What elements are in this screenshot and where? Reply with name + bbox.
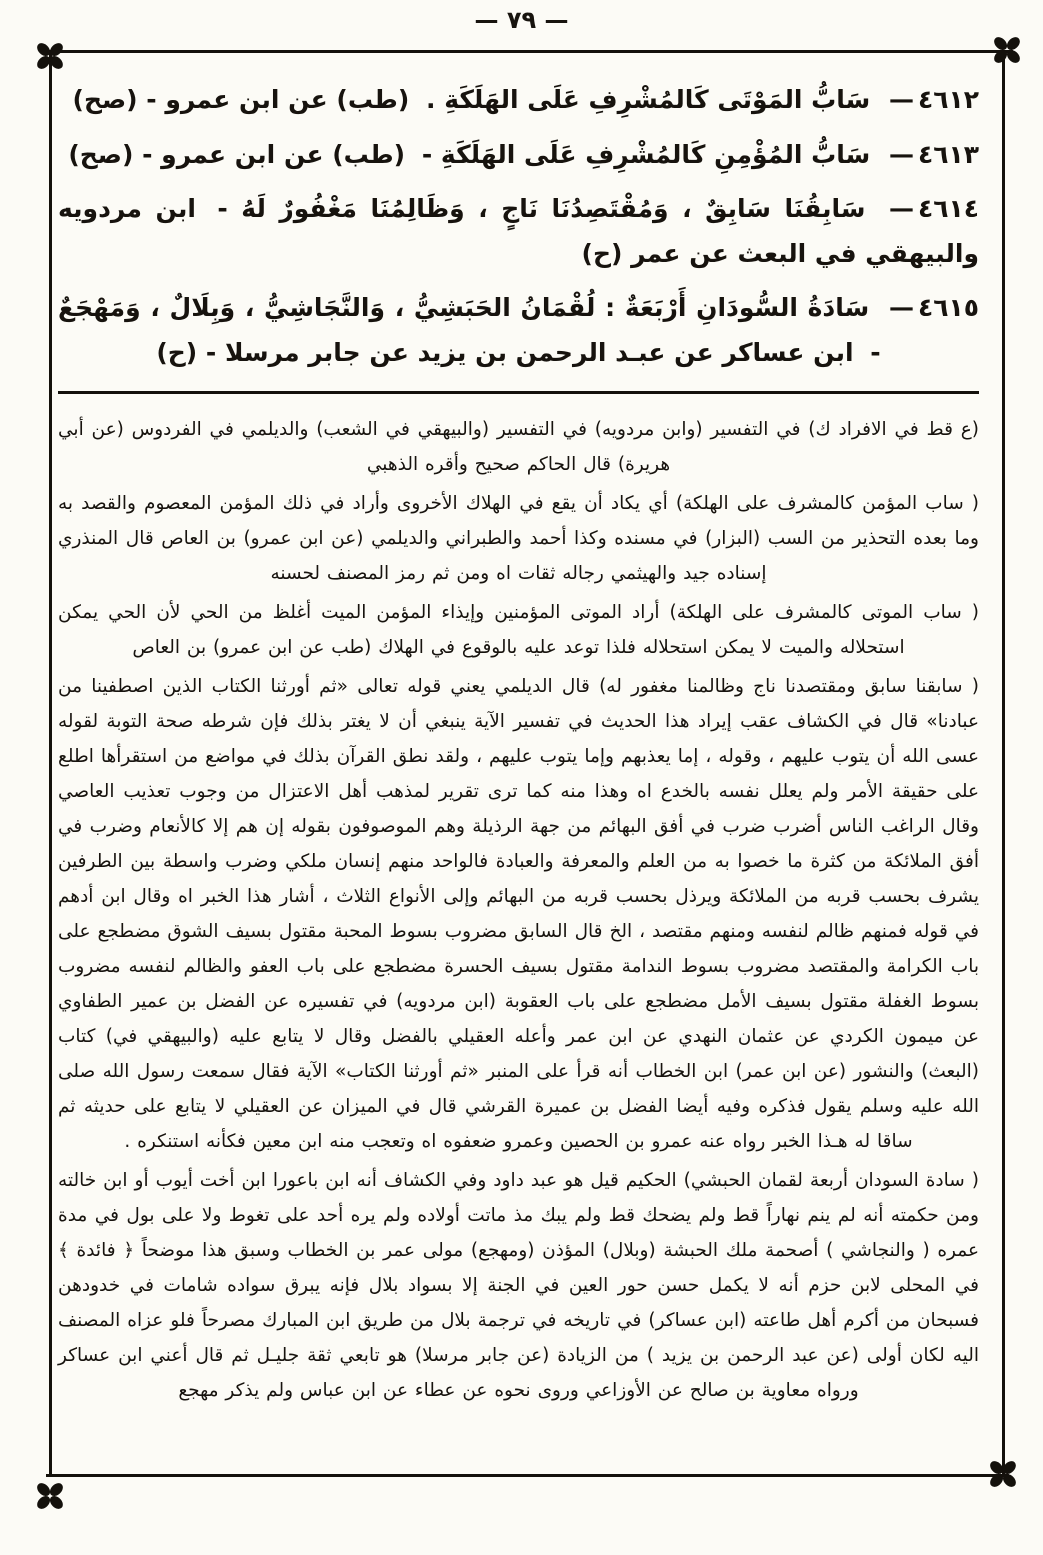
- hadith-text: سَادَةُ السُّودَانِ أَرْبَعَةٌ : لُقْمَانُ الحَبَشِيُّ ، وَالنَّجَاشِيُّ ، وَبِلَالٌ ، وَمَهْجَعٌ -: [58, 293, 881, 367]
- commentary-paragraph: ( سابقنا سابق ومقتصدنا ناج وظالمنا مغفور له) قال الديلمي يعني قوله تعالى «ثم أورثنا الكتاب الذين اصطفينا من عبادنا» قال في الكشاف عقب إيراد هذا الحديث في تفسير الآية ينبغي أن لا يغتر بذلك فإن شرطه صحة التوبة لقوله عسى الله أن يتوب عليهم ، وقوله ، إما يعذبهم وإما يتوب عليهم ، ولقد نطق القرآن بذلك في مواضع من استقرأها اطلع على حقيقة الأمر ولم يعلل نفسه بالخدع اه وهذا منه كما ترى تقرير لمذهب أهل الاعتزال من وجوب تعذيب العاصي وقال الراغب الناس أضرب ضرب في أفق البهائم من جهة الرذيلة وهم الموصوفون بقوله إن هم إلا كالأنعام وضرب في أفق الملائكة من كثرة ما خصوا به من العلم والمعرفة والعبادة فالواحد منهم إنسان ملكي وضرب واسطة بين الطرفين يشرف بحسب قربه من الملائكة ويرذل بحسب قربه من البهائم وإلى الأنواع الثلاث ، أشار هذا الخبر اه وقال ابن أدهم في قوله فمنهم ظالم لنفسه ومنهم مقتصد ، الخ قال السابق مضروب بسوط المحبة مقتول بسيف الشوق مضطجع على باب الكرامة والمقتصد مضروب بسوط الندامة مقتول بسيف الحسرة مضطجع على باب العفو والظالم لنفسه مضروب بسوط الغفلة مقتول بسيف الأمل مضطجع على باب العقوبة (ابن مردويه) في تفسيره عن الفضل بن عمير الطفاوي عن ميمون الكردي عن عثمان النهدي عن ابن عمر وأعله العقيلي بالفضل وقال لا يتابع عليه (والبيهقي في) كتاب (البعث) والنشور (عن ابن عمر) ابن الخطاب أنه قرأ على المنبر «ثم أورثنا الكتاب» الآية فقال سمعت رسول الله صلى الله عليه وسلم يقول فذكره وفيه أيضا الفضل بن عميرة القرشي قال في الميزان عن العقيلي لا يتابع على حديثه ثم ساقا له هـذا الخبر رواه عنه عمرو بن الحصين وعمرو ضعفوه اه وتعجب منه ابن معين فكأنه استنكره .: [58, 676, 979, 1152]
- page-number: [0, 6, 1043, 34]
- hadith-text: سَابُّ المُؤْمِنِ كَالمُشْرِفِ عَلَى الهَلَكَةِ -: [421, 139, 871, 169]
- hadith-entry: [58, 187, 979, 276]
- commentary-paragraph: ( ساب المؤمن كالمشرف على الهلكة) أي يكاد أن يقع في الهلاك الأخروى وأراد في ذلك المؤمن المعصوم والقصد به وما بعده التحذير من السب (البزار) في مسنده وكذا أحمد والطبراني والديلمي (عن ابن عمرو) بن العاص قال المنذري إسناده جيد والهيثمي رجاله ثقات اه ومن ثم رمز المصنف لحسنه: [58, 493, 979, 584]
- hadith-number: ٤٦١٣: [917, 139, 979, 169]
- dash-separator: —: [888, 139, 914, 169]
- flower-ornament-icon: [34, 40, 66, 72]
- section-divider: [58, 391, 979, 394]
- page-number-text: — ٧٩ —: [474, 6, 569, 34]
- hadith-entry: [58, 133, 979, 178]
- page-content: [58, 78, 979, 1469]
- hadith-number: ٤٦١٢: [917, 85, 979, 114]
- commentary-paragraph: ( ساب الموتى كالمشرف على الهلكة) أراد الموتى المؤمنين وإيذاء المؤمن الميت أغلظ من الحي لأن الحي يمكن استحلاله والميت لا يمكن استحلاله فلذا توعد عليه بالوقوع في الهلاك (طب عن ابن عمرو) بن العاص: [58, 602, 979, 658]
- hadith-text: سَابُّ المَوْتَى كَالمُشْرِفِ عَلَى الهَلَكَةِ .: [426, 85, 871, 114]
- commentary-paragraph: ( سادة السودان أربعة لقمان الحبشي) الحكيم قيل هو عبد داود وفي الكشاف أنه ابن باعورا ابن أخت أيوب أو ابن خالته ومن حكمته أنه لم ينم نهاراً قط ولم يضحك قط ولم يبك مذ ماتت أولاده ولم يره أحد على تغوط ولا على بول في مدة عمره ( والنجاشي ) أصحمة ملك الحبشة (وبلال) المؤذن (ومهجع) مولى عمر بن الخطاب وسبق هذا موضحاً ﴿ فائدة ﴾ في المحلى لابن حزم أنه لا يكمل حسن حور العين في الجنة إلا بسواد بلال فإنه يبرق سواده شامات في خدودهن فسبحان من أكرم أهل طاعته (ابن عساكر) في تاريخه في ترجمة بلال من طريق ابن المبارك مصرحاً فلو عزاه المصنف اليه لكان أولى (عن عبد الرحمن بن يزيد ) من الزيادة (عن جابر مرسلا) هو تابعي ثقة جليـل ثم قال أعني ابن عساكر ورواه معاوية بن صالح عن الأوزاعي وروى نحوه عن عطاء عن ابن عباس ولم يذكر مهجع: [58, 1170, 979, 1401]
- frame-border-top: [46, 50, 1013, 53]
- hadith-number: ٤٦١٤: [917, 194, 979, 223]
- hadith-section: [58, 78, 979, 375]
- dash-separator: —: [888, 85, 914, 114]
- hadith-source: (طب) عن ابن عمرو - (صح): [72, 85, 410, 114]
- frame-border-right: [1002, 52, 1005, 1476]
- commentary-section: [58, 412, 979, 1408]
- flower-ornament-icon: [987, 1458, 1019, 1490]
- dash-separator: —: [888, 293, 914, 322]
- dash-separator: —: [888, 194, 914, 223]
- hadith-source: ابن عساكر عن عبـد الرحمن بن يزيد عن جابر مرسلا - (ح): [156, 337, 854, 367]
- hadith-text: سَابِقُنَا سَابِقٌ ، وَمُقْتَصِدُنَا نَاجٍ ، وَظَالِمُنَا مَغْفُورٌ لَهُ -: [217, 194, 866, 223]
- hadith-number: ٤٦١٥: [917, 293, 979, 322]
- flower-ornament-icon: [991, 34, 1023, 66]
- commentary-paragraph: (ع قط في الافراد ك) في التفسير (وابن مردويه) في التفسير (والبيهقي في الشعب) والديلمي في الفردوس (عن أبي هريرة) قال الحاكم صحيح وأقره الذهبي: [58, 419, 979, 475]
- frame-border-bottom: [46, 1474, 1009, 1477]
- flower-ornament-icon: [34, 1480, 66, 1512]
- hadith-entry: [58, 78, 979, 123]
- frame-border-left: [49, 52, 52, 1476]
- hadith-entry: [58, 286, 979, 375]
- hadith-source: (طب) عن ابن عمرو - (صح): [68, 139, 406, 169]
- hadith-source: ابن مردويه والبيهقي في البعث عن عمر (ح): [58, 194, 979, 268]
